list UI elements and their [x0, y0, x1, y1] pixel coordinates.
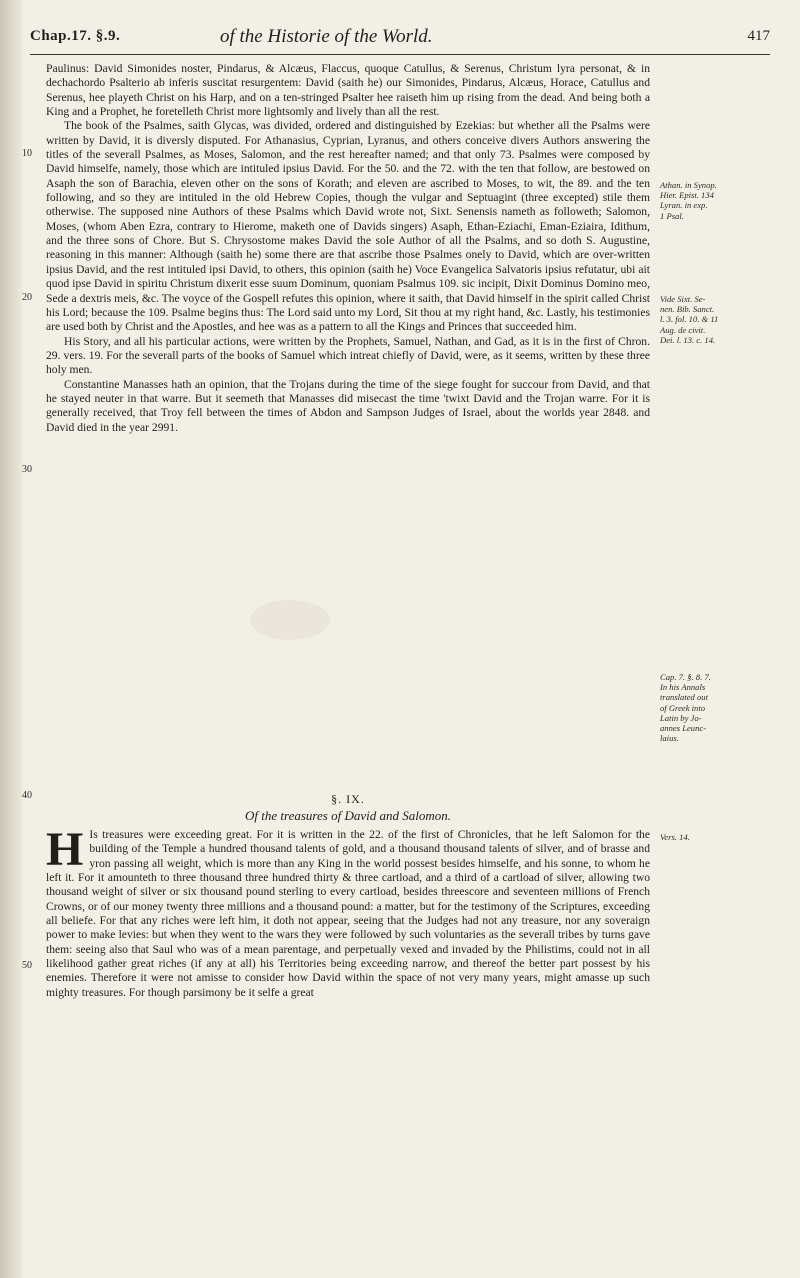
page-number: 417: [747, 28, 770, 44]
margin-note-annals: [660, 672, 788, 743]
section-title: Of the treasures of David and Salomon.: [245, 808, 451, 823]
margin-note-line: Vers. 14.: [660, 832, 690, 842]
drop-cap-letter: H: [46, 823, 84, 876]
section-number: §. IX.: [331, 792, 365, 806]
paragraph-treasures: Is treasures were exceeding great. For it is written in the 22. of the first of Chronicles, that he left Salomon for the building of the Temple a hundred thousand talents of gold, and a thousand thousand talents of silver, and of brasse and yron passing all weight, which is more than any King in the world possest besides himselfe, and his sonne, to whom he left it. For it amounteth to three thousand three hundred thirty & three cartload, and a third of a cartload of silver, allowing two thousand weight of silver or six thousand pound sterling to every cartload, besides threescore and seventeen millions of French Crowns, or of our money twenty three millions and a thousand pound: a matter, but for the testimony of the Scriptures, exceeding all beliefe. For that any riches were left him, it doth not appear, seeing that the Judges had not any treasure, nor any soveraign power to make levies: but when they went to the wars they were followed by such voluntaries as the severall tribes by turns gave them: seeing also that Saul who was of a mean parentage, and perpetually vexed and invaded by the Philistims, could not in all likelihood gather great riches (if any at all) his Territories being exceeding narrow, and thereof the better part possest by his enemies. Therefore it were not amisse to consider how David within the space of not very many years, might amasse up such mighty treasures. For though parsimony be it selfe a great: [46, 828, 650, 999]
line-number: 50: [22, 960, 32, 971]
margin-note-line: annes Leunc-: [660, 723, 707, 734]
paragraph-paulinus: Paulinus: David Simonides noster, Pindarus, & Alcæus, Flaccus, quoque Catullus, & Serenus, Christum lyra personat, & in dechachordo Psalterio ab inferis suscitat resurgentem: David (saith he) our Simonides, Pindarus, Alcæus, Horace, Catullus and Serenus, hee playeth Christ on his Harp, and on a ten-stringed Psalter hee raiseth him up rising from the dead. And being both a King and a Prophet, he foretelleth Christ more lightsomly and lively than all the rest.: [46, 62, 650, 119]
paper-stain: [250, 600, 330, 640]
running-title: of the Historie of the World.: [220, 26, 433, 47]
book-spine-shadow: [0, 0, 22, 1278]
section-heading: [46, 792, 650, 824]
main-text-part1: [46, 62, 650, 435]
margin-note-line: Hier. Epist. 134: [660, 190, 714, 201]
chapter-reference: Chap.17. §.9.: [30, 28, 121, 44]
paragraph-manasses: Constantine Manasses hath an opinion, that the Trojans during the time of the siege fought for succour from David, and that he stayed neuter in that warre. But it seemeth that Manasses did misecast the time 'twixt David and the Trojan warre. For it is generally received, that Troy fell between the times of Abdon and Sampson Judges of Israel, about the worlds year 2848. and David died in the year 2991.: [46, 377, 650, 434]
line-number: 30: [22, 464, 32, 475]
line-number: 40: [22, 790, 32, 801]
paragraph-psalms-authors: The book of the Psalmes, saith Glycas, was divided, ordered and distinguished by Ezekias: but whether all the Psalms were written by David, it is diversly disputed. For Athanasius, Cyprian, Lyranus, and others conceive divers Authors answering the titles of the severall Psalmes, as Moses, Salomon, and the rest hereafter named; and that only 73. Psalmes were composed by David himselfe, namely, those which are intituled ipsius David. For the 50. and the 72. with the ten that follow, are bestowed on Asaph the son of Barachia, eleven other on the sons of Korath; and eleven are ascribed to Moses, to wit, the 89. and the ten following, and so they are intituled in the old Hebrew Copies, though the vulgar and Septuagint (three excepted) stile them otherwise. The supposed nine Authors of these Psalms which David wrote not, Sixt. Senensis nameth as followeth; Salomon, Moses, (whom Aben Ezra, contrary to Hierome, maketh one of Davids singers) Asaph, Ethan-Eziachi, Eman-Eziaira, Idithum, and the three sons of Chore. But S. Chrysostome makes David the sole Author of all the Psalms, and so doth S. Augustine, reasoning in this manner: Although (saith he) some there are that ascribe those Psalmes onely to David, which are over-written ipsius David, and the rest intituled ipsi David, to others, this opinion (saith he) Voce Evangelica Salvatoris ipsius refutatur, ubi ait quod ipse David in spiritu Christum dixerit esse suum Dominum, quoniam Psalmus 109. sic incipit, Dixit Dominus Domino meo, Sede a dextris meis, &c. The voyce of the Gospell refutes this opinion, where it saith, that David himself in the spirit called Christ his Lord; because the 109. Psalme begins thus: The Lord said unto my Lord, Sit thou at my right hand, &c. Lastly, his testimonies are used both by Christ and the Apostles, and hee was as a pattern to all the Kings and Princes that succeeded him.: [46, 119, 650, 334]
running-header: [30, 26, 770, 55]
margin-note-line: 1 Psal.: [660, 210, 684, 221]
margin-note-verse: [660, 832, 788, 842]
margin-note-sixtus: [660, 294, 788, 345]
margin-note-line: Vide Sixt. Se-: [660, 294, 706, 304]
main-text-part2: [46, 823, 650, 1000]
margin-note-line: nen. Bib. Sanct.: [660, 304, 715, 315]
margin-note-line: Aug. de civit.: [660, 324, 706, 335]
margin-note-line: Latin by Jo-: [660, 712, 702, 723]
margin-note-line: Dei. l. 13. c. 14.: [660, 334, 716, 345]
margin-note-line: Lyran. in exp.: [660, 200, 708, 211]
line-number: 10: [22, 148, 32, 159]
margin-note-line: Cap. 7. §. 8. 7.: [660, 672, 711, 682]
margin-note-line: l. 3. fol. 10. & 11: [660, 314, 719, 325]
margin-note-line: laius.: [660, 733, 679, 744]
paragraph-his-story: His Story, and all his particular actions, were written by the Prophets, Samuel, Nathan, and Gad, as it is in the first of Chron. 29. vers. 19. For the severall parts of the books of Samuel which intreat chiefly of David, were, as it seems, written by these three holy men.: [46, 334, 650, 377]
line-number: 20: [22, 292, 32, 303]
margin-note-athanasius: [660, 180, 788, 221]
margin-note-line: Athan. in Synop.: [660, 180, 717, 190]
margin-note-line: of Greek into: [660, 702, 706, 713]
margin-note-line: translated out: [660, 692, 708, 703]
margin-note-line: In his Annals: [660, 682, 706, 693]
